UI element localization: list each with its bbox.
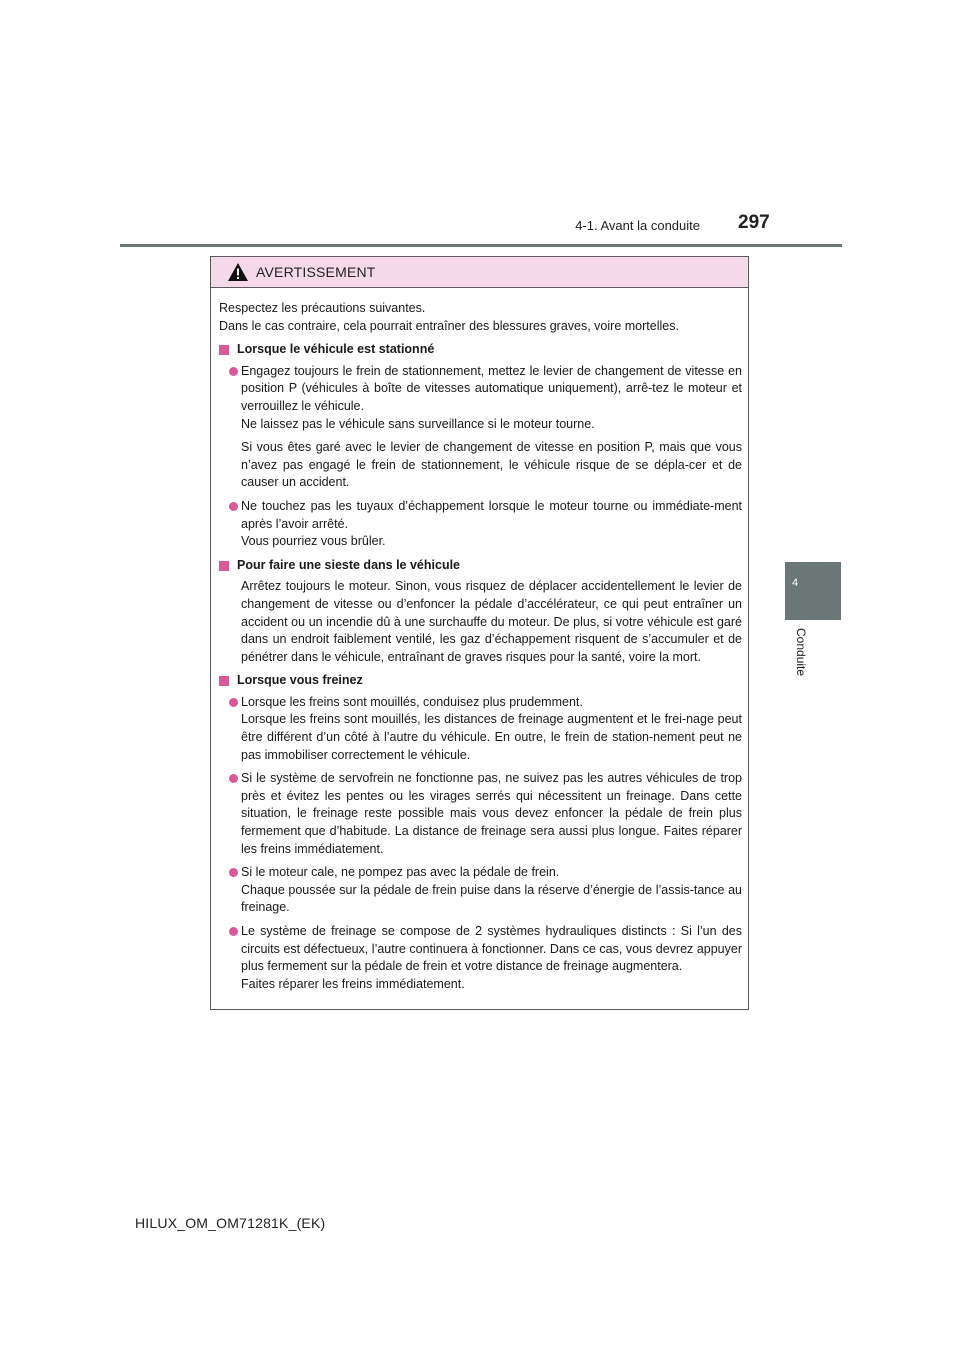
section-braking <box>219 672 742 993</box>
section-title: Lorsque le véhicule est stationné <box>237 342 435 357</box>
warning-triangle-icon <box>227 262 249 282</box>
list-item <box>219 363 742 433</box>
bullet-text: Lorsque les freins sont mouillés, conduisez plus prudemment. <box>241 694 583 709</box>
bullet-text: Si le système de servofrein ne fonctionne pas, ne suivez pas les autres véhicules de trop près et évitez les pentes ou les virages serrés qui nécessitent un freinage. Dans cette situation, le freinage reste possible mais vous devez enfoncer la pédale de frein plus fermement que d’habitude. La distance de freinage sera aussi plus longue. Faites réparer les freins immédiatement. <box>241 771 742 856</box>
bullet-text: Ne touchez pas les tuyaux d’échappement lorsque le moteur tourne ou immédiate-ment après l’avoir arrêté. <box>241 498 742 531</box>
round-bullet-icon <box>229 774 238 783</box>
section-header: 4-1. Avant la conduite <box>575 218 700 233</box>
section-title: Pour faire une sieste dans le véhicule <box>237 557 461 572</box>
bullet-text: Si le moteur cale, ne pompez pas avec la pédale de frein. <box>241 865 560 880</box>
page-number: 297 <box>738 212 770 233</box>
list-item <box>219 770 742 858</box>
section-parked <box>219 341 742 551</box>
square-bullet-icon <box>219 561 229 571</box>
bullet-extra-text: Si vous êtes garé avec le levier de changement de vitesse en position P, mais que vous n’avez pas engagé le frein de stationnement, le véhicule risque de se dépla-cer et de causer un accident. <box>241 440 742 490</box>
intro-line: Respectez les précautions suivantes. <box>219 301 426 315</box>
section-title: Lorsque vous freinez <box>237 673 363 688</box>
bullet-text: Faites réparer les freins immédiatement. <box>241 976 465 991</box>
section-heading <box>219 557 742 575</box>
section-paragraph: Arrêtez toujours le moteur. Sinon, vous risquez de déplacer accidentellement le levier de changement de vitesse ou d’enfoncer la pédale d’accélérateur, ce qui peut entraîner un accident ou un incendie dû à une surchauffe du moteur. De plus, si votre véhicule est garé dans un endroit faiblement ventilé, les gaz d’échappement risquent de s’accumuler et de pénétrer dans le véhicule, entraînant de graves risques pour la santé, voire la mort. <box>241 579 742 664</box>
list-item <box>219 694 742 764</box>
chapter-tab-number: 4 <box>791 577 799 589</box>
square-bullet-icon <box>219 345 229 355</box>
warning-body <box>211 288 748 993</box>
bullet-text: Ne laissez pas le véhicule sans surveillance si le moteur tourne. <box>241 416 595 431</box>
warning-header <box>211 257 748 288</box>
list-item <box>219 498 742 551</box>
round-bullet-icon <box>229 868 238 877</box>
section-heading <box>219 672 742 690</box>
warning-title: AVERTISSEMENT <box>256 264 376 280</box>
round-bullet-icon <box>229 367 238 376</box>
header-rule <box>120 244 842 247</box>
bullet-text: Lorsque les freins sont mouillés, les distances de freinage augmentent et le frei-nage peut être différent d’un côté à l’autre du véhicule. En outre, le frein de station-nement peut ne pas immobiliser correctement le véhicule. <box>241 712 742 762</box>
warning-intro <box>219 300 742 335</box>
section-nap <box>219 557 742 667</box>
intro-line: Dans le cas contraire, cela pourrait entraîner des blessures graves, voire mortelles. <box>219 318 679 333</box>
warning-box <box>210 256 749 1010</box>
document-id: HILUX_OM_OM71281K_(EK) <box>135 1215 326 1231</box>
chapter-tab <box>785 562 841 620</box>
bullet-text: Vous pourriez vous brûler. <box>241 534 386 549</box>
round-bullet-icon <box>229 502 238 511</box>
list-item <box>219 923 742 993</box>
section-heading <box>219 341 742 359</box>
square-bullet-icon <box>219 676 229 686</box>
round-bullet-icon <box>229 698 238 707</box>
chapter-label: Conduite <box>794 628 808 677</box>
round-bullet-icon <box>229 927 238 936</box>
bullet-text: Engagez toujours le frein de stationnement, mettez le levier de changement de vitesse en position P (véhicules à boîte de vitesses automatique uniquement), arrê-tez le moteur et verrouillez le véhicule. <box>241 363 742 413</box>
list-item <box>219 864 742 917</box>
bullet-text: Chaque poussée sur la pédale de frein puise dans la réserve d’énergie de l’assis-tance au freinage. <box>241 882 742 915</box>
bullet-text: Le système de freinage se compose de 2 systèmes hydrauliques distincts : Si l’un des circuits est défectueux, l’autre continuera à fonctionner. Dans ce cas, vous devrez appuyer plus fermement sur la pédale de frein et votre distance de freinage augmentera. <box>241 924 742 974</box>
